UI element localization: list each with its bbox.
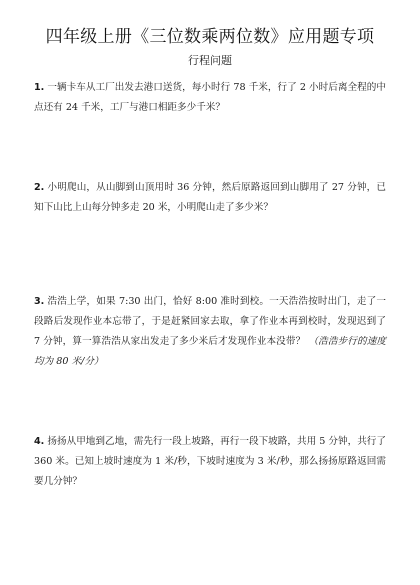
question-1	[34, 78, 386, 118]
question-4	[34, 432, 386, 492]
question-number: 1.	[34, 82, 45, 93]
question-2	[34, 178, 386, 218]
question-number: 3.	[34, 296, 45, 307]
question-text: 扬扬从甲地到乙地，需先行一段上坡路，再行一段下坡路，共用 5 分钟，共行了 360 米。已知上坡时速度为 1 米/秒，下坡时速度为 3 米/秒，那么扬扬原路返回需要几分钟？	[34, 436, 386, 487]
question-note: （浩浩步行的速度均为 80 米/分）	[34, 336, 386, 367]
question-text: 小明爬山，从山脚到山顶用时 36 分钟，然后原路返回到山脚用了 27 分钟，已知下山比上山每分钟多走 20 米，小明爬山走了多少米？	[34, 182, 386, 213]
question-number: 4.	[34, 436, 45, 447]
question-text: 一辆卡车从工厂出发去港口送货，每小时行 78 千米，行了 2 小时后离全程的中点还有 24 千米，工厂与港口相距多少千米？	[34, 82, 386, 113]
question-number: 2.	[34, 182, 45, 193]
page-title: 四年级上册《三位数乘两位数》应用题专项	[45, 27, 375, 47]
section-subtitle: 行程问题	[188, 54, 232, 67]
question-text: 浩浩上学，如果 7:30 出门，恰好 8:00 准时到校。一天浩浩按时出门，走了一段路后发现作业本忘带了，于是赶紧回家去取，拿了作业本再到校时，发现迟到了 7 分钟，算一算浩浩从家出发走了多少米后才发现作业本没带？	[34, 296, 386, 347]
question-3	[34, 292, 386, 372]
